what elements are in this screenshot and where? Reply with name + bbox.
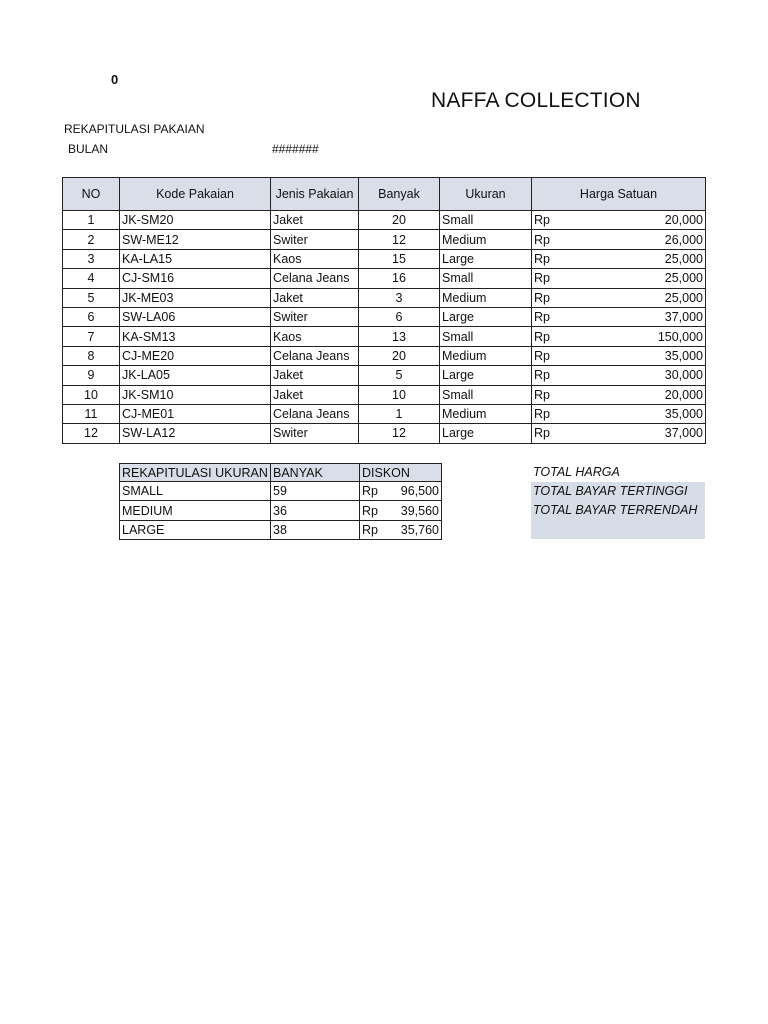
cell-banyak: 6 bbox=[359, 307, 440, 326]
total-bayar-terendah-label: TOTAL BAYAR TERRENDAH bbox=[531, 501, 705, 520]
cell-harga bbox=[532, 249, 706, 268]
cell-jenis: Kaos bbox=[271, 249, 359, 268]
cell-harga bbox=[532, 211, 706, 230]
corner-value: 0 bbox=[111, 72, 119, 87]
summary-row bbox=[120, 501, 442, 520]
totals-empty-cell bbox=[531, 520, 705, 539]
cell-ukuran: Medium bbox=[440, 288, 532, 307]
cell-ukuran: Large bbox=[440, 366, 532, 385]
cell-ukuran: Small bbox=[440, 385, 532, 404]
cell-banyak: 3 bbox=[359, 288, 440, 307]
table-row bbox=[63, 230, 706, 249]
currency-label: Rp bbox=[534, 329, 550, 344]
summary-cell-banyak: 38 bbox=[271, 520, 360, 539]
cell-jenis: Kaos bbox=[271, 327, 359, 346]
cell-kode: KA-LA15 bbox=[120, 249, 271, 268]
cell-jenis: Switer bbox=[271, 424, 359, 443]
header-jenis-pakaian: Jenis Pakaian bbox=[271, 178, 359, 211]
cell-no: 8 bbox=[63, 346, 120, 365]
currency-label: Rp bbox=[362, 484, 378, 499]
cell-harga bbox=[532, 385, 706, 404]
cell-no: 4 bbox=[63, 269, 120, 288]
cell-no: 9 bbox=[63, 366, 120, 385]
summary-cell-diskon bbox=[360, 520, 442, 539]
cell-jenis: Celana Jeans bbox=[271, 404, 359, 423]
price-value: 20,000 bbox=[664, 213, 703, 228]
price-value: 25,000 bbox=[664, 251, 703, 266]
totals-block bbox=[531, 463, 705, 539]
summary-cell-banyak: 59 bbox=[271, 482, 360, 501]
currency-label: Rp bbox=[534, 310, 550, 325]
cell-banyak: 20 bbox=[359, 211, 440, 230]
month-label: BULAN bbox=[68, 142, 109, 156]
cell-no: 6 bbox=[63, 307, 120, 326]
summary-cell-diskon bbox=[360, 482, 442, 501]
summary-row bbox=[120, 482, 442, 501]
price-value: 35,000 bbox=[664, 348, 703, 363]
currency-label: Rp bbox=[534, 407, 550, 422]
table-row bbox=[63, 249, 706, 268]
currency-label: Rp bbox=[534, 232, 550, 247]
cell-no: 10 bbox=[63, 385, 120, 404]
cell-harga bbox=[532, 269, 706, 288]
table-row bbox=[63, 385, 706, 404]
cell-jenis: Switer bbox=[271, 230, 359, 249]
currency-label: Rp bbox=[534, 368, 550, 383]
table-row bbox=[63, 346, 706, 365]
price-value: 25,000 bbox=[664, 290, 703, 305]
cell-banyak: 10 bbox=[359, 385, 440, 404]
cell-jenis: Jaket bbox=[271, 288, 359, 307]
cell-banyak: 13 bbox=[359, 327, 440, 346]
currency-label: Rp bbox=[534, 290, 550, 305]
total-bayar-tertinggi-label: TOTAL BAYAR TERTINGGI bbox=[531, 482, 705, 501]
summary-header-ukuran: REKAPITULASI UKURAN bbox=[120, 464, 271, 482]
report-subtitle: REKAPITULASI PAKAIAN bbox=[64, 122, 205, 136]
cell-kode: JK-SM20 bbox=[120, 211, 271, 230]
currency-label: Rp bbox=[534, 387, 550, 402]
cell-banyak: 20 bbox=[359, 346, 440, 365]
currency-label: Rp bbox=[534, 348, 550, 363]
summary-cell-ukuran: LARGE bbox=[120, 520, 271, 539]
cell-no: 3 bbox=[63, 249, 120, 268]
table-row bbox=[63, 424, 706, 443]
price-value: 37,000 bbox=[664, 426, 703, 441]
cell-no: 5 bbox=[63, 288, 120, 307]
summary-cell-banyak: 36 bbox=[271, 501, 360, 520]
price-value: 37,000 bbox=[664, 310, 703, 325]
summary-row bbox=[120, 520, 442, 539]
cell-jenis: Celana Jeans bbox=[271, 269, 359, 288]
price-value: 26,000 bbox=[664, 232, 703, 247]
cell-ukuran: Large bbox=[440, 424, 532, 443]
currency-label: Rp bbox=[362, 503, 378, 518]
cell-ukuran: Large bbox=[440, 249, 532, 268]
table-row bbox=[63, 269, 706, 288]
summary-header-diskon: DISKON bbox=[360, 464, 442, 482]
cell-ukuran: Large bbox=[440, 307, 532, 326]
cell-kode: SW-LA06 bbox=[120, 307, 271, 326]
cell-kode: SW-ME12 bbox=[120, 230, 271, 249]
table-row bbox=[63, 211, 706, 230]
page-title: NAFFA COLLECTION bbox=[431, 89, 641, 112]
cell-ukuran: Small bbox=[440, 327, 532, 346]
cell-jenis: Jaket bbox=[271, 366, 359, 385]
cell-jenis: Jaket bbox=[271, 385, 359, 404]
cell-harga bbox=[532, 327, 706, 346]
table-row bbox=[63, 366, 706, 385]
cell-banyak: 16 bbox=[359, 269, 440, 288]
price-value: 30,000 bbox=[664, 368, 703, 383]
cell-harga bbox=[532, 366, 706, 385]
table-row bbox=[63, 307, 706, 326]
cell-kode: JK-LA05 bbox=[120, 366, 271, 385]
header-banyak: Banyak bbox=[359, 178, 440, 211]
cell-no: 2 bbox=[63, 230, 120, 249]
price-value: 20,000 bbox=[664, 387, 703, 402]
table-row bbox=[63, 327, 706, 346]
currency-label: Rp bbox=[534, 251, 550, 266]
header-harga-satuan: Harga Satuan bbox=[532, 178, 706, 211]
cell-harga bbox=[532, 404, 706, 423]
cell-ukuran: Medium bbox=[440, 230, 532, 249]
size-summary-table bbox=[119, 463, 442, 540]
cell-harga bbox=[532, 346, 706, 365]
cell-ukuran: Small bbox=[440, 269, 532, 288]
table-row bbox=[63, 288, 706, 307]
summary-header-row bbox=[120, 464, 442, 482]
cell-no: 7 bbox=[63, 327, 120, 346]
discount-value: 96,500 bbox=[400, 484, 439, 499]
cell-kode: KA-SM13 bbox=[120, 327, 271, 346]
cell-ukuran: Medium bbox=[440, 404, 532, 423]
header-ukuran: Ukuran bbox=[440, 178, 532, 211]
cell-ukuran: Medium bbox=[440, 346, 532, 365]
table-row bbox=[63, 404, 706, 423]
cell-harga bbox=[532, 288, 706, 307]
cell-no: 1 bbox=[63, 211, 120, 230]
cell-harga bbox=[532, 230, 706, 249]
discount-value: 39,560 bbox=[400, 503, 439, 518]
cell-no: 12 bbox=[63, 424, 120, 443]
cell-no: 11 bbox=[63, 404, 120, 423]
cell-kode: JK-SM10 bbox=[120, 385, 271, 404]
cell-banyak: 5 bbox=[359, 366, 440, 385]
summary-cell-diskon bbox=[360, 501, 442, 520]
discount-value: 35,760 bbox=[400, 522, 439, 537]
month-value: ####### bbox=[272, 142, 319, 156]
cell-jenis: Switer bbox=[271, 307, 359, 326]
cell-kode: JK-ME03 bbox=[120, 288, 271, 307]
header-kode-pakaian: Kode Pakaian bbox=[120, 178, 271, 211]
summary-cell-ukuran: SMALL bbox=[120, 482, 271, 501]
cell-kode: CJ-SM16 bbox=[120, 269, 271, 288]
currency-label: Rp bbox=[534, 271, 550, 286]
total-harga-label: TOTAL HARGA bbox=[533, 465, 620, 479]
price-value: 25,000 bbox=[664, 271, 703, 286]
cell-kode: CJ-ME01 bbox=[120, 404, 271, 423]
summary-cell-ukuran: MEDIUM bbox=[120, 501, 271, 520]
currency-label: Rp bbox=[534, 426, 550, 441]
cell-ukuran: Small bbox=[440, 211, 532, 230]
cell-harga bbox=[532, 307, 706, 326]
cell-banyak: 1 bbox=[359, 404, 440, 423]
cell-kode: CJ-ME20 bbox=[120, 346, 271, 365]
cell-harga bbox=[532, 424, 706, 443]
clothing-table bbox=[62, 177, 706, 444]
cell-banyak: 12 bbox=[359, 424, 440, 443]
currency-label: Rp bbox=[534, 213, 550, 228]
price-value: 35,000 bbox=[664, 407, 703, 422]
cell-banyak: 15 bbox=[359, 249, 440, 268]
cell-jenis: Jaket bbox=[271, 211, 359, 230]
currency-label: Rp bbox=[362, 522, 378, 537]
table-header-row bbox=[63, 178, 706, 211]
header-no: NO bbox=[63, 178, 120, 211]
cell-banyak: 12 bbox=[359, 230, 440, 249]
cell-kode: SW-LA12 bbox=[120, 424, 271, 443]
price-value: 150,000 bbox=[657, 329, 703, 344]
cell-jenis: Celana Jeans bbox=[271, 346, 359, 365]
summary-header-banyak: BANYAK bbox=[271, 464, 360, 482]
